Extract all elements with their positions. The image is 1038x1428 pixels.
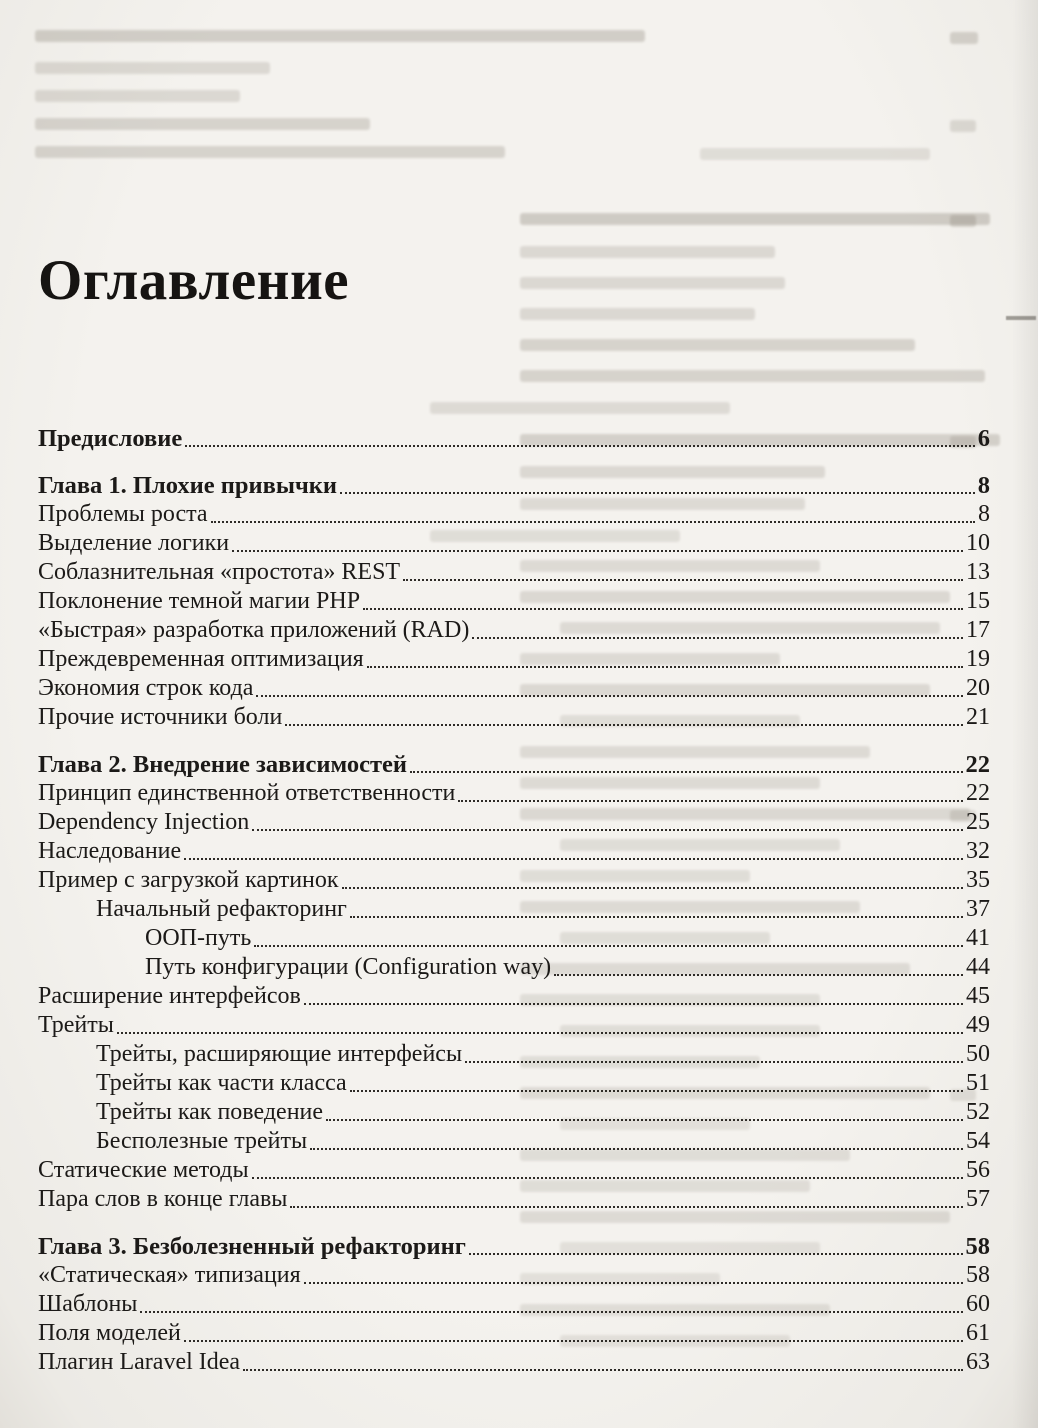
dot-leader <box>340 492 975 494</box>
dot-leader <box>304 1282 963 1284</box>
dot-leader <box>184 858 963 860</box>
toc-entry-page: 37 <box>966 896 990 922</box>
toc-entry-label: Статические методы <box>38 1157 249 1183</box>
dot-leader <box>304 1003 963 1005</box>
toc-entry-label: Трейты <box>38 1012 114 1038</box>
dot-leader <box>252 1177 963 1179</box>
toc-entry-label: Расширение интерфейсов <box>38 983 301 1009</box>
toc-entry-page: 32 <box>966 838 990 864</box>
toc-entry <box>38 644 990 673</box>
toc-entry <box>38 586 990 615</box>
toc-entry-label: Принцип единственной ответственности <box>38 780 456 806</box>
dot-leader <box>252 829 963 831</box>
toc-entry <box>38 423 990 452</box>
toc-entry-label: Глава 1. Плохие привычки <box>38 472 338 499</box>
toc-entry-page: 15 <box>966 588 990 614</box>
toc-entry <box>38 1260 990 1289</box>
toc-entry-label: Проблемы роста <box>38 501 208 527</box>
toc-entry-page: 51 <box>966 1070 990 1096</box>
toc-entry-label: Начальный рефакторинг <box>96 896 347 922</box>
toc-entry <box>38 1231 990 1260</box>
toc-entry <box>38 865 990 894</box>
dot-leader <box>185 445 975 447</box>
toc-entry <box>38 615 990 644</box>
toc-entry-page: 20 <box>966 675 990 701</box>
toc-entry-label: Плагин Laravel Idea <box>38 1349 241 1375</box>
toc-entry-label: Прочие источники боли <box>38 704 283 730</box>
toc-entry-label: Трейты, расширяющие интерфейсы <box>96 1041 463 1067</box>
toc-entry-page: 21 <box>966 704 990 730</box>
toc-entry <box>38 923 990 952</box>
toc-entry-label: Пример с загрузкой картинок <box>38 867 339 893</box>
dot-leader <box>367 666 963 668</box>
dot-leader <box>465 1061 963 1063</box>
toc-entry-label: Поклонение темной магии PHP <box>38 588 361 614</box>
dot-leader <box>410 771 962 773</box>
toc-entry-page: 6 <box>977 425 990 452</box>
toc-entry <box>38 952 990 981</box>
toc-entry-page: 58 <box>965 1233 990 1260</box>
toc-entry-label: Бесполезные трейты <box>96 1128 308 1154</box>
dot-leader <box>350 916 963 918</box>
toc-entry-label: Соблазнительная «простота» REST <box>38 559 401 585</box>
toc-entry-page: 57 <box>966 1186 990 1212</box>
toc-entry-page: 56 <box>966 1157 990 1183</box>
toc-entry <box>38 702 990 731</box>
toc-entry-page: 63 <box>966 1349 990 1375</box>
toc-entry-page: 50 <box>966 1041 990 1067</box>
dot-leader <box>211 521 975 523</box>
toc-entry <box>38 470 990 499</box>
toc-entry <box>38 1097 990 1126</box>
dot-leader <box>140 1311 963 1313</box>
dot-leader <box>469 1253 963 1255</box>
toc-entry <box>38 749 990 778</box>
toc-entry <box>38 1184 990 1213</box>
toc-entry-label: ООП-путь <box>145 925 252 951</box>
toc-entry <box>38 1068 990 1097</box>
toc-entry-page: 17 <box>966 617 990 643</box>
toc-entry-page: 22 <box>966 780 990 806</box>
toc-entry-label: «Быстрая» разработка приложений (RAD) <box>38 617 470 643</box>
toc-entry-label: Глава 3. Безболезненный рефакторинг <box>38 1233 466 1260</box>
page-title: Оглавление <box>38 249 350 312</box>
toc-entry-page: 61 <box>966 1320 990 1346</box>
toc-entry-page: 58 <box>966 1262 990 1288</box>
dot-leader <box>310 1148 963 1150</box>
toc-entry-label: Предисловие <box>38 425 183 452</box>
toc-entry <box>38 807 990 836</box>
toc-entry-page: 49 <box>966 1012 990 1038</box>
toc-entry <box>38 557 990 586</box>
toc-entry <box>38 1318 990 1347</box>
dot-leader <box>350 1090 963 1092</box>
toc-entry-label: Преждевременная оптимизация <box>38 646 364 672</box>
toc-entry <box>38 836 990 865</box>
toc-entry <box>38 499 990 528</box>
toc-entry-label: Глава 2. Внедрение зависимостей <box>38 751 408 778</box>
toc-entry-page: 8 <box>977 472 990 499</box>
toc-entry <box>38 1010 990 1039</box>
dot-leader <box>363 608 963 610</box>
toc-entry-label: Трейты как части класса <box>96 1070 347 1096</box>
toc-entry-label: Выделение логики <box>38 530 230 556</box>
toc-entry <box>38 894 990 923</box>
toc-entry <box>38 1347 990 1376</box>
dot-leader <box>232 550 963 552</box>
toc-entry-page: 54 <box>966 1128 990 1154</box>
dot-leader <box>290 1206 963 1208</box>
toc-entry-page: 10 <box>966 530 990 556</box>
toc-entry <box>38 1289 990 1318</box>
toc-entry-page: 13 <box>966 559 990 585</box>
toc-entry-label: Путь конфигурации (Configuration way) <box>145 954 552 980</box>
dot-leader <box>326 1119 963 1121</box>
toc-entry-page: 52 <box>966 1099 990 1125</box>
toc-entry-page: 35 <box>966 867 990 893</box>
toc-entry-label: Dependency Injection <box>38 809 250 835</box>
toc-entry <box>38 673 990 702</box>
toc-entry-label: Экономия строк кода <box>38 675 254 701</box>
toc-entry <box>38 1155 990 1184</box>
toc-entry-page: 44 <box>966 954 990 980</box>
dot-leader <box>458 800 963 802</box>
toc-entry-page: 41 <box>966 925 990 951</box>
toc-entry-label: Трейты как поведение <box>96 1099 324 1125</box>
toc-entry-label: Наследование <box>38 838 182 864</box>
dot-leader <box>184 1340 963 1342</box>
toc-entry-page: 25 <box>966 809 990 835</box>
toc-entry <box>38 528 990 557</box>
toc-entry <box>38 1039 990 1068</box>
dot-leader <box>256 695 963 697</box>
toc-list <box>38 423 990 1376</box>
dot-leader <box>254 945 963 947</box>
toc-entry-label: «Статическая» типизация <box>38 1262 301 1288</box>
toc-entry-page: 22 <box>965 751 990 778</box>
dot-leader <box>243 1369 963 1371</box>
dot-leader <box>117 1032 963 1034</box>
dot-leader <box>472 637 963 639</box>
toc-entry-page: 60 <box>966 1291 990 1317</box>
dot-leader <box>342 887 963 889</box>
toc-entry-label: Шаблоны <box>38 1291 138 1317</box>
toc-entry <box>38 778 990 807</box>
toc-entry <box>38 1126 990 1155</box>
toc-entry-page: 8 <box>978 501 990 527</box>
dot-leader <box>285 724 963 726</box>
toc-entry <box>38 981 990 1010</box>
dot-leader <box>403 579 963 581</box>
dot-leader <box>554 974 963 976</box>
toc-entry-page: 19 <box>966 646 990 672</box>
toc-entry-label: Пара слов в конце главы <box>38 1186 288 1212</box>
toc-entry-label: Поля моделей <box>38 1320 181 1346</box>
toc-entry-page: 45 <box>966 983 990 1009</box>
